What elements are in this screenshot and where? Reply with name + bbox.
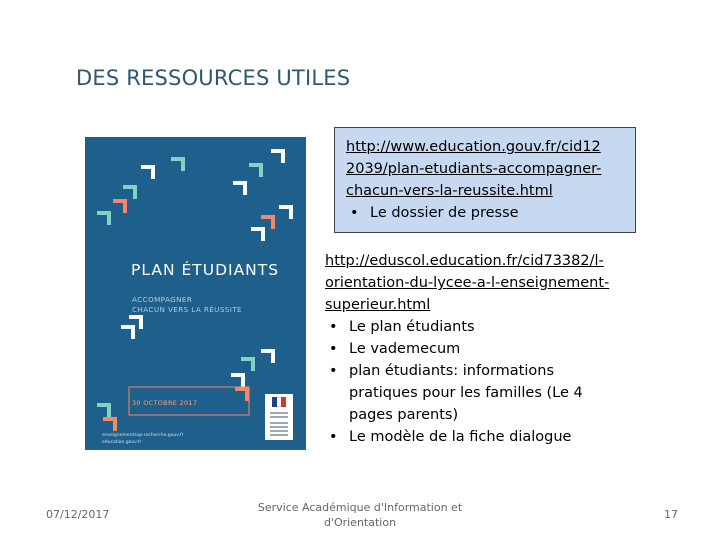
footer-org-line2: d'Orientation bbox=[323, 516, 397, 529]
education-gouv-link[interactable] bbox=[346, 136, 634, 202]
poster-subtitle-line2: CHACUN VERS LA RÉUSSITE bbox=[132, 305, 242, 314]
footer-date: 07/12/2017 bbox=[46, 508, 110, 521]
poster-link-line2: education.gouv.fr bbox=[102, 440, 142, 445]
bullet-item bbox=[325, 338, 625, 360]
bullet-dot-icon: • bbox=[329, 363, 338, 379]
link-line[interactable]: orientation-du-lycee-a-l-enseignement- bbox=[325, 275, 610, 291]
bullet-item bbox=[346, 202, 650, 224]
bullet-text: Le modèle de la fiche dialogue bbox=[349, 429, 572, 445]
bullet-dot-icon: • bbox=[329, 319, 338, 335]
bullet-item bbox=[325, 360, 619, 426]
bullet-item bbox=[325, 316, 625, 338]
footer-page-number: 17 bbox=[664, 508, 678, 521]
poster-link-line1: enseignementsup-recherche.gouv.fr bbox=[102, 433, 184, 438]
link-line[interactable]: chacun-vers-la-reussite.html bbox=[346, 183, 553, 199]
link-line[interactable]: superieur.html bbox=[325, 297, 431, 313]
link-line[interactable]: http://eduscol.education.fr/cid73382/l- bbox=[325, 253, 604, 269]
bullet-item bbox=[325, 426, 625, 448]
bullet-text: Le dossier de presse bbox=[370, 205, 519, 221]
poster-date: 30 OCTOBRE 2017 bbox=[132, 399, 198, 407]
footer-organization bbox=[255, 500, 465, 530]
eduscol-resources-section bbox=[325, 250, 625, 448]
bullet-dot-icon: • bbox=[350, 205, 359, 221]
link-line[interactable]: http://www.education.gouv.fr/cid12 bbox=[346, 139, 601, 155]
footer-org-line1: Service Académique d'Information et bbox=[257, 501, 463, 514]
bullet-text: Le vademecum bbox=[349, 341, 461, 357]
slide-title: DES RESSOURCES UTILES bbox=[76, 66, 351, 90]
bullet-text: Le plan étudiants bbox=[349, 319, 475, 335]
plan-etudiants-poster-image bbox=[85, 137, 306, 450]
french-flag-icon bbox=[272, 397, 286, 407]
poster-subtitle-line1: ACCOMPAGNER bbox=[132, 295, 193, 304]
bullet-dot-icon: • bbox=[329, 429, 338, 445]
eduscol-link[interactable] bbox=[325, 250, 625, 316]
poster-title: PLAN ÉTUDIANTS bbox=[131, 261, 280, 279]
republique-francaise-logo bbox=[265, 394, 293, 440]
bullet-dot-icon: • bbox=[329, 341, 338, 357]
press-kit-link-box bbox=[334, 127, 636, 233]
link-line[interactable]: 2039/plan-etudiants-accompagner- bbox=[346, 161, 602, 177]
bullet-text: plan étudiants: informations pratiques pour les familles (Le 4 pages parents) bbox=[349, 363, 583, 423]
